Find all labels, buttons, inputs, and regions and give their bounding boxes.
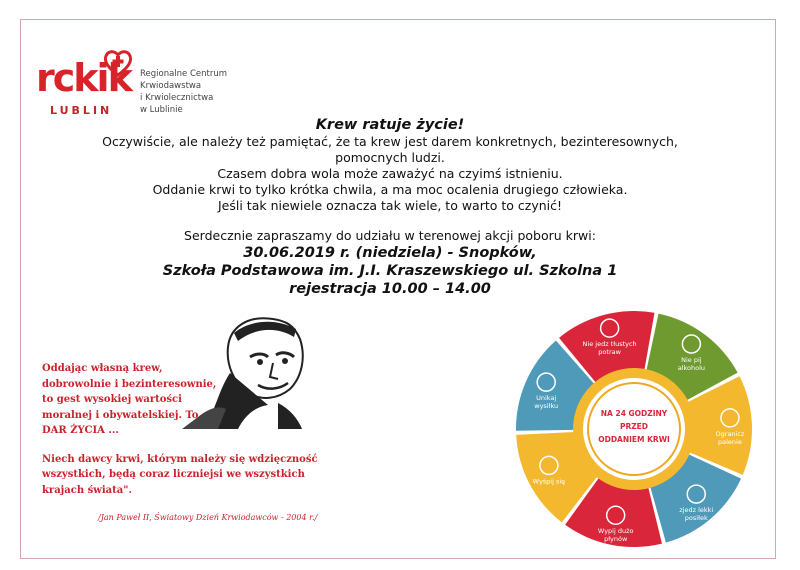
quote-paragraph-2: Niech dawcy krwi, którym należy się wdzięczność wszystkich, będą coraz liczniejsi we wszystkich krajach świata".	[42, 453, 318, 496]
wheel-segment-label: Wypij dużo	[597, 527, 634, 536]
wheel-segment-label: Nie jedz tłustych	[582, 340, 637, 349]
quote-paragraph-1: Oddając własną krew, dobrowolnie i bezinteresownie, to gest wysokiej wartości moralnej i obywatelskiej. To DAR ŻYCIA ...	[42, 363, 217, 436]
logo-city: LUBLIN	[50, 104, 113, 117]
invite-line: Serdecznie zapraszamy do udziału w terenowej akcji poboru krwi:	[184, 228, 596, 243]
logo-desc-line: Regionalne Centrum	[140, 69, 228, 79]
wheel-center-line: NA 24 GODZINY	[600, 409, 668, 418]
wheel-segment-label: Unikaj	[536, 394, 557, 403]
body-line: Oczywiście, ale należy też pamiętać, że ta krew jest darem konkretnych, bezinteresownych, pomocnych ludzi.	[102, 134, 678, 165]
wheel-segment-label: posiłek	[684, 514, 708, 523]
donation-tips-wheel	[482, 294, 786, 566]
logo-desc-line: Krwiodawstwa	[140, 81, 202, 91]
body-line: Oddanie krwi to tylko krótka chwila, a ma moc ocalenia drugiego człowieka.	[152, 182, 628, 197]
wheel-segment-label: palenie	[718, 437, 742, 446]
logo-desc-line: w Lublinie	[140, 105, 183, 115]
event-date: 30.06.2019 r. (niedziela) - Snopków,	[243, 245, 537, 261]
headline: Krew ratuje życie!	[315, 117, 465, 133]
wheel-segment-label: alkoholu	[677, 364, 706, 373]
wheel-center-line: ODDANIEM KRWI	[598, 435, 670, 444]
event-place: Szkoła Podstawowa im. J.I. Kraszewskiego ul. Szkolna 1	[162, 263, 618, 279]
wheel-segment-label: Nie pij	[681, 356, 702, 365]
body-line: Czasem dobra wola może zaważyć na czyimś istnieniu.	[217, 166, 563, 181]
logo-wordmark: rckik	[36, 56, 131, 100]
body-line: Jeśli tak niewiele oznacza tak wiele, to warto to czynić!	[217, 198, 563, 213]
pope-quote	[42, 361, 342, 498]
wheel-segment-label: wysiłku	[534, 402, 559, 411]
wheel-segment-label: potraw	[598, 348, 621, 357]
logo-desc-line: i Krwiolecznictwa	[140, 93, 214, 103]
logo-description	[140, 68, 227, 116]
wheel-segment-label: zjedz lekki	[679, 506, 714, 515]
announcement	[40, 116, 740, 298]
wheel-segment-label: Ogranicz	[715, 429, 745, 438]
event-time: rejestracja 10.00 – 14.00	[289, 281, 491, 297]
wheel-center-line: PRZED	[619, 422, 649, 431]
quote-signature: /Jan Paweł II, Światowy Dzień Krwiodawców - 2004 r./	[98, 513, 318, 522]
wheel-segment-label: Wyśpij się	[532, 477, 566, 486]
wheel-segment-label: płynów	[604, 535, 628, 544]
